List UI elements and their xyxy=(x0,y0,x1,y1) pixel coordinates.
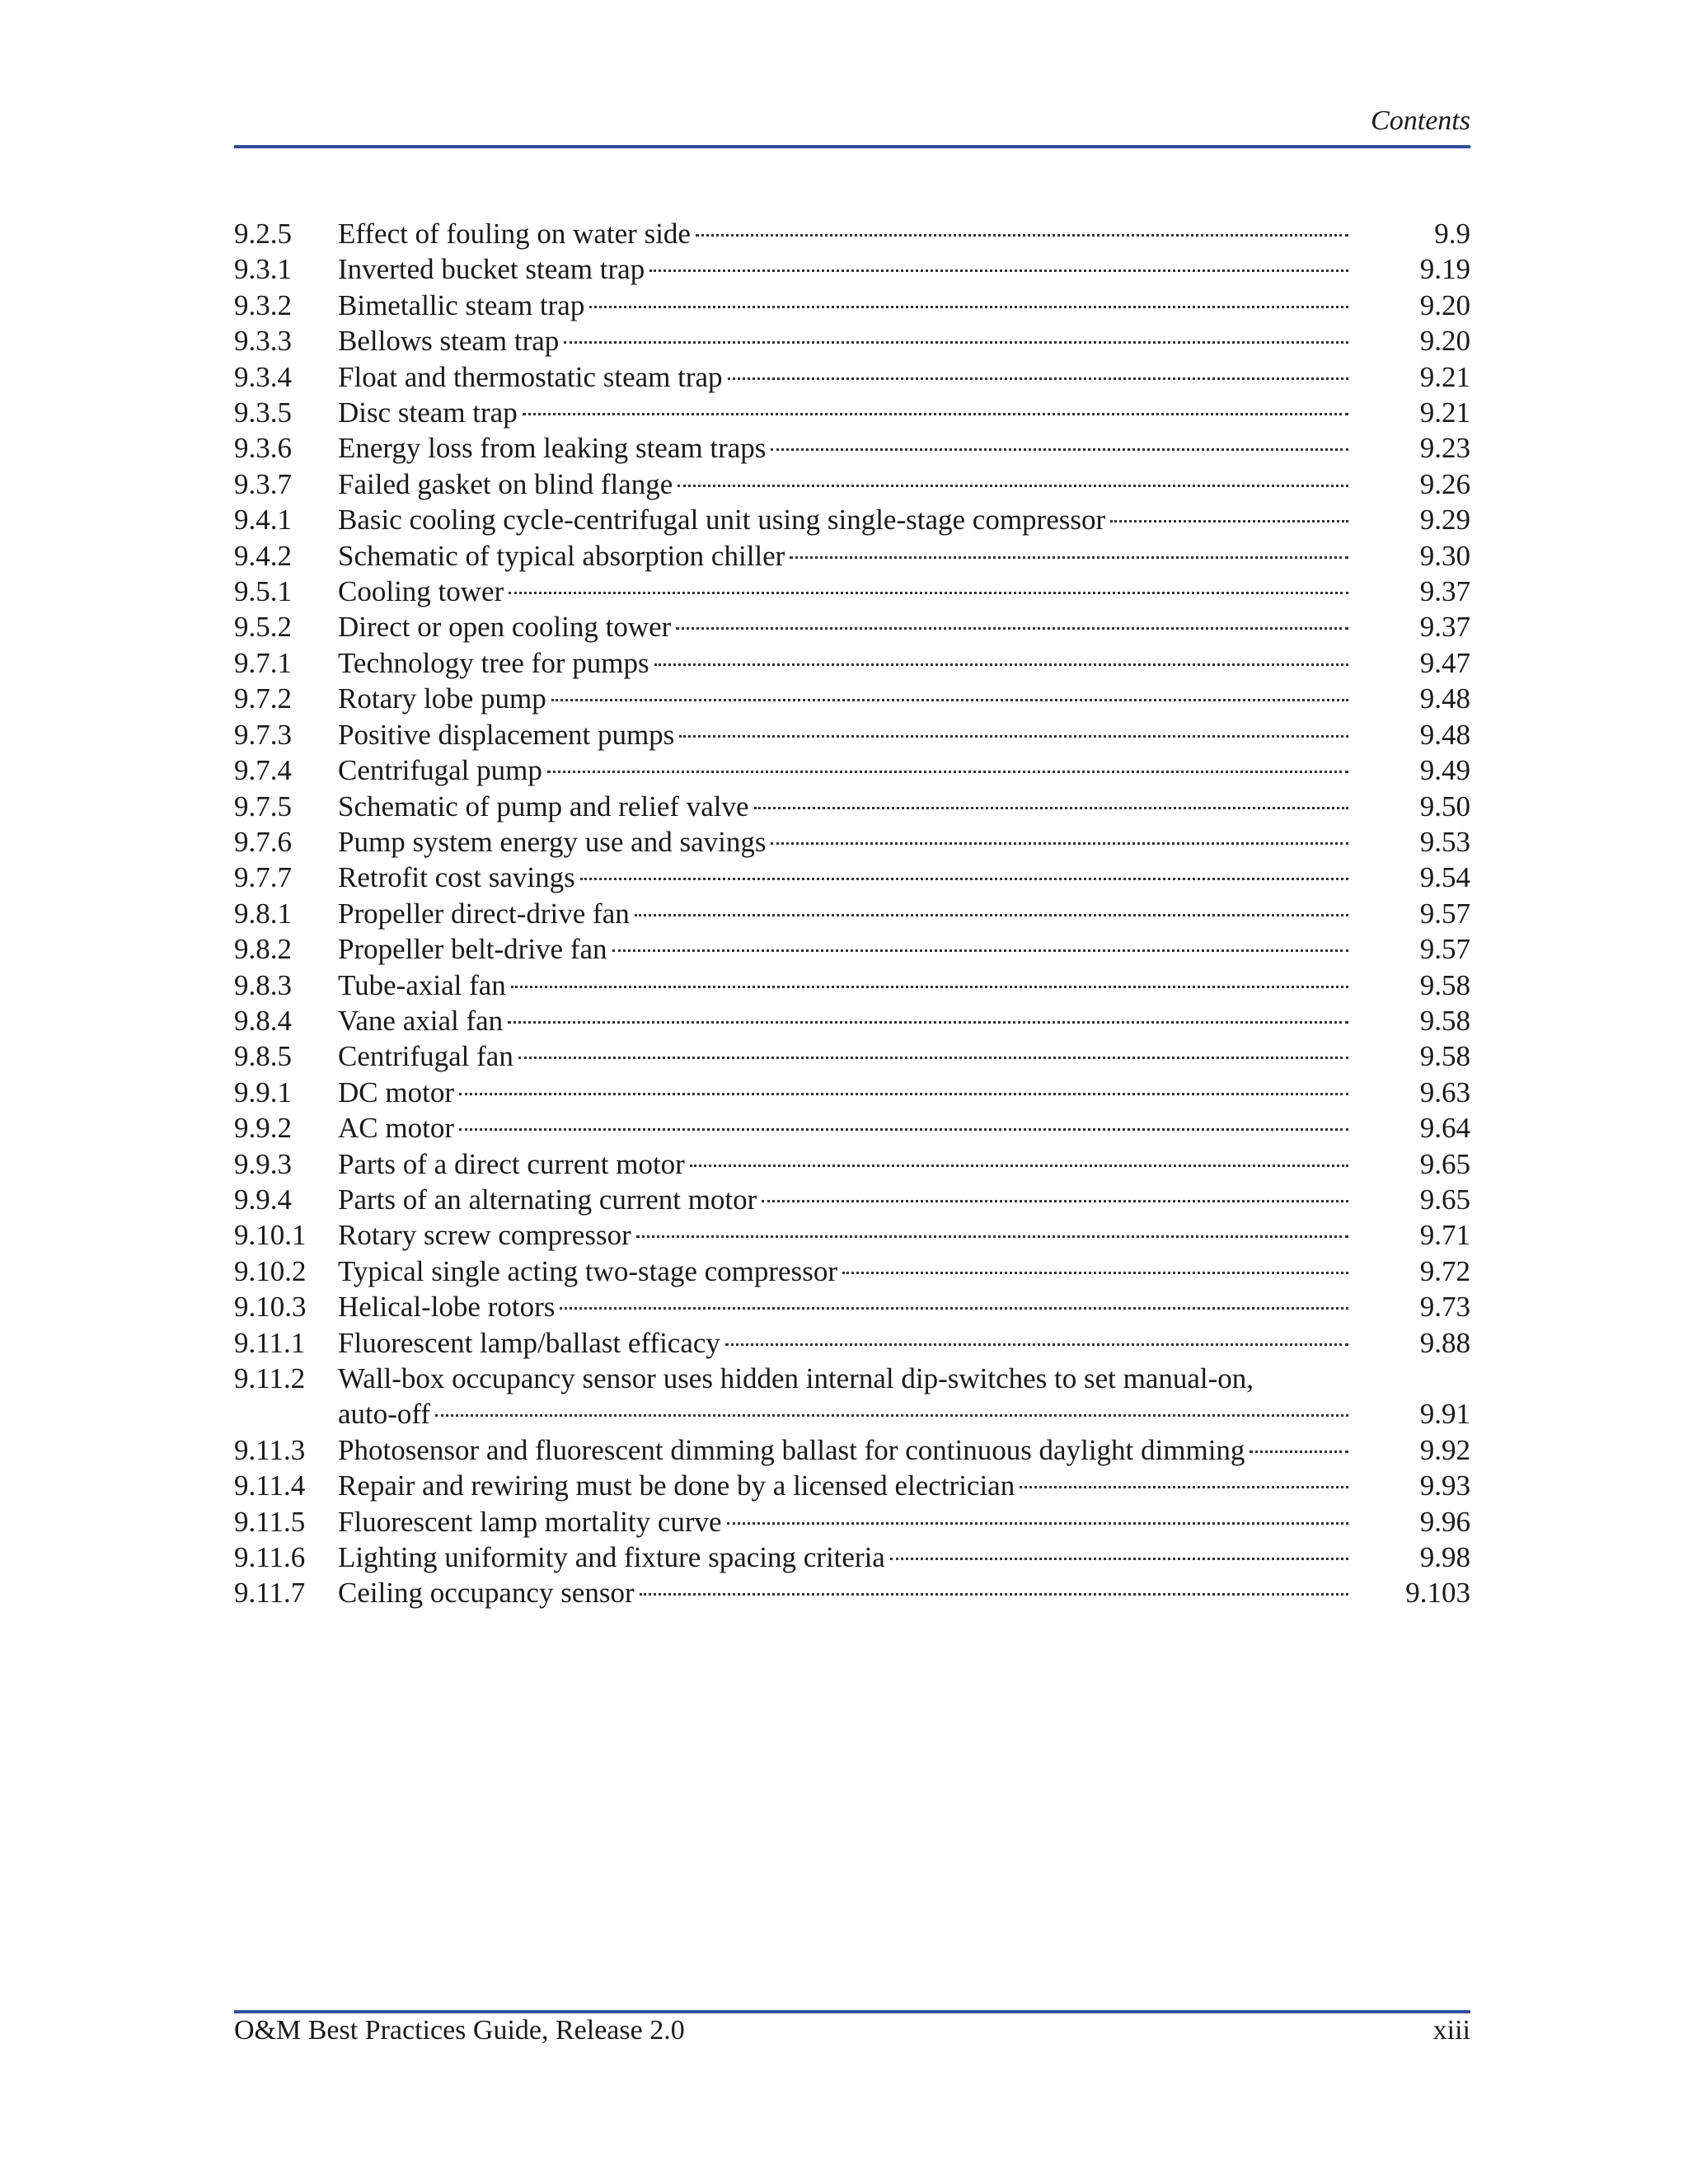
toc-entry-number: 9.7.1 xyxy=(234,646,292,679)
dot-leader xyxy=(654,663,1348,666)
toc-entry-title: Repair and rewiring must be done by a licensed electrician xyxy=(338,1469,1015,1502)
dot-leader xyxy=(649,269,1348,272)
toc-entry-title: Propeller direct-drive fan xyxy=(338,897,630,930)
toc-entry-title: Parts of a direct current motor xyxy=(338,1147,685,1180)
toc-entry-title: Photosensor and fluorescent dimming ballast for continuous daylight dimming xyxy=(338,1433,1245,1466)
toc-entry-title: DC motor xyxy=(338,1076,454,1108)
toc-entry xyxy=(234,1325,1470,1361)
table-of-contents xyxy=(234,216,1470,1611)
toc-entry-page: 9.58 xyxy=(1419,1004,1470,1037)
toc-entry-number: 9.4.1 xyxy=(234,504,292,537)
toc-entry-number: 9.10.1 xyxy=(234,1219,307,1252)
toc-entry xyxy=(234,717,1470,752)
toc-entry-page: 9.88 xyxy=(1419,1326,1470,1359)
toc-entry-number: 9.7.5 xyxy=(234,790,292,823)
toc-entry-page: 9.20 xyxy=(1419,325,1470,358)
toc-entry-number: 9.9.2 xyxy=(234,1112,292,1145)
toc-entry-title: Wall-box occupancy sensor uses hidden internal dip-switches to set manual-on, xyxy=(338,1362,1254,1394)
toc-entry-page: 9.21 xyxy=(1419,396,1470,429)
dot-leader xyxy=(790,556,1348,559)
toc-entry xyxy=(234,1432,1470,1468)
toc-entry-page: 9.26 xyxy=(1419,467,1470,500)
toc-entry-title: Fluorescent lamp/ballast efficacy xyxy=(338,1326,720,1359)
toc-entry xyxy=(234,1182,1470,1217)
toc-entry-number: 9.3.3 xyxy=(234,325,292,358)
toc-entry xyxy=(234,251,1470,287)
toc-entry-page: 9.63 xyxy=(1419,1076,1470,1108)
dot-leader xyxy=(547,771,1348,773)
toc-entry-number: 9.11.6 xyxy=(234,1541,306,1574)
toc-entry xyxy=(234,466,1470,502)
dot-leader xyxy=(636,1235,1348,1238)
dot-leader xyxy=(771,448,1348,451)
toc-entry xyxy=(234,430,1470,466)
dot-leader xyxy=(435,1414,1348,1417)
dot-leader xyxy=(890,1558,1348,1560)
dot-leader xyxy=(728,377,1348,380)
toc-entry xyxy=(234,1075,1470,1110)
toc-entry-title: Vane axial fan xyxy=(338,1004,504,1037)
toc-entry-title: Typical single acting two-stage compressor xyxy=(338,1254,837,1287)
dot-leader xyxy=(1020,1486,1348,1488)
dot-leader xyxy=(842,1272,1348,1274)
toc-entry-title: Bimetallic steam trap xyxy=(338,288,585,321)
toc-entry xyxy=(234,538,1470,574)
toc-entry-number: 9.10.3 xyxy=(234,1291,307,1324)
toc-entry-page: 9.20 xyxy=(1419,288,1470,321)
toc-entry xyxy=(234,681,1470,716)
toc-entry-page: 9.30 xyxy=(1419,539,1470,572)
toc-entry-page: 9.37 xyxy=(1419,611,1470,644)
toc-entry-title: Rotary lobe pump xyxy=(338,682,546,715)
toc-entry xyxy=(234,1146,1470,1182)
toc-entry-page: 9.96 xyxy=(1419,1505,1470,1538)
toc-entry-page: 9.58 xyxy=(1419,1040,1470,1073)
toc-entry-page: 9.98 xyxy=(1419,1541,1470,1574)
dot-leader xyxy=(560,1307,1348,1310)
dot-leader xyxy=(459,1128,1348,1131)
toc-entry-title: Cooling tower xyxy=(338,575,504,608)
toc-entry xyxy=(234,896,1470,931)
toc-entry-number: 9.3.2 xyxy=(234,288,292,321)
toc-entry-page: 9.53 xyxy=(1419,825,1470,858)
toc-entry-title: Positive displacement pumps xyxy=(338,718,675,751)
toc-entry-page: 9.91 xyxy=(1419,1398,1470,1431)
toc-entry xyxy=(234,968,1470,1003)
toc-entry-title: Ceiling occupancy sensor xyxy=(338,1577,635,1610)
dot-leader xyxy=(518,1057,1348,1059)
dot-leader xyxy=(1250,1451,1348,1453)
toc-entry-page: 9.29 xyxy=(1419,504,1470,537)
toc-entry xyxy=(234,1254,1470,1289)
page-number: xiii xyxy=(1432,2015,1470,2046)
toc-entry xyxy=(234,1540,1470,1575)
toc-entry-title: Rotary screw compressor xyxy=(338,1219,631,1252)
toc-entry xyxy=(234,574,1470,609)
toc-entry-title: Bellows steam trap xyxy=(338,325,560,358)
toc-entry-title: Float and thermostatic steam trap xyxy=(338,360,723,393)
toc-entry xyxy=(234,323,1470,359)
toc-entry-number: 9.3.7 xyxy=(234,467,292,500)
toc-entry-page: 9.57 xyxy=(1419,897,1470,930)
page-header xyxy=(234,105,1470,148)
toc-entry xyxy=(234,1575,1470,1610)
toc-entry-title: Technology tree for pumps xyxy=(338,646,649,679)
footer-document-title: O&M Best Practices Guide, Release 2.0 xyxy=(234,2015,685,2046)
toc-entry-title: Tube-axial fan xyxy=(338,968,506,1001)
toc-entry-number: 9.7.7 xyxy=(234,861,292,894)
toc-entry-title: Disc steam trap xyxy=(338,396,518,429)
toc-entry-number: 9.4.2 xyxy=(234,539,292,572)
toc-entry-page: 9.65 xyxy=(1419,1183,1470,1216)
toc-entry-number: 9.8.1 xyxy=(234,897,292,930)
dot-leader xyxy=(564,341,1348,344)
toc-entry xyxy=(234,645,1470,681)
toc-entry-page: 9.92 xyxy=(1419,1433,1470,1466)
toc-entry-number: 9.9.4 xyxy=(234,1183,292,1216)
dot-leader xyxy=(771,842,1348,845)
toc-entry-number: 9.3.1 xyxy=(234,253,292,286)
toc-entry-title: Schematic of typical absorption chiller xyxy=(338,539,785,572)
toc-entry-title: Failed gasket on blind flange xyxy=(338,467,673,500)
toc-entry-page: 9.9 xyxy=(1434,218,1470,250)
toc-entry-title: Direct or open cooling tower xyxy=(338,611,672,644)
toc-entry-number: 9.11.3 xyxy=(234,1433,306,1466)
toc-entry xyxy=(234,609,1470,644)
toc-entry-number: 9.7.3 xyxy=(234,718,292,751)
dot-leader xyxy=(508,1021,1348,1024)
dot-leader xyxy=(580,878,1348,880)
toc-entry-title: Schematic of pump and relief valve xyxy=(338,790,749,823)
toc-entry-title: Retrofit cost savings xyxy=(338,861,575,894)
toc-entry-page: 9.37 xyxy=(1419,575,1470,608)
toc-entry-title: Pump system energy use and savings xyxy=(338,825,767,858)
toc-entry-number: 9.11.2 xyxy=(234,1362,306,1394)
toc-entry-page: 9.65 xyxy=(1419,1147,1470,1180)
dot-leader xyxy=(678,485,1348,487)
toc-entry xyxy=(234,359,1470,395)
dot-leader xyxy=(509,592,1348,594)
dot-leader xyxy=(1110,520,1348,523)
toc-entry-number: 9.3.6 xyxy=(234,432,292,465)
dot-leader xyxy=(459,1093,1348,1095)
toc-entry-page: 9.73 xyxy=(1419,1291,1470,1324)
toc-entry-number: 9.10.2 xyxy=(234,1254,307,1287)
toc-entry-title: AC motor xyxy=(338,1112,454,1145)
toc-entry xyxy=(234,1110,1470,1146)
toc-entry-page: 9.21 xyxy=(1419,360,1470,393)
toc-entry xyxy=(234,1289,1470,1324)
toc-entry-title: Helical-lobe rotors xyxy=(338,1291,556,1324)
toc-entry xyxy=(234,1504,1470,1540)
footer-rule xyxy=(234,2010,1470,2013)
toc-entry xyxy=(234,216,1470,251)
toc-entry-page: 9.57 xyxy=(1419,933,1470,966)
dot-leader xyxy=(725,1343,1348,1346)
dot-leader xyxy=(635,914,1348,916)
toc-entry-page: 9.19 xyxy=(1419,253,1470,286)
toc-entry-number: 9.5.2 xyxy=(234,611,292,644)
toc-entry-number: 9.5.1 xyxy=(234,575,292,608)
dot-leader xyxy=(551,699,1348,701)
toc-entry-page: 9.71 xyxy=(1419,1219,1470,1252)
toc-entry xyxy=(234,824,1470,860)
page-footer xyxy=(234,2015,1470,2056)
toc-entry-page: 9.48 xyxy=(1419,718,1470,751)
toc-entry xyxy=(234,1003,1470,1038)
toc-entry-number: 9.7.6 xyxy=(234,825,292,858)
toc-entry-number: 9.11.5 xyxy=(234,1505,306,1538)
running-header-label: Contents xyxy=(1371,105,1470,136)
toc-entry-page: 9.23 xyxy=(1419,432,1470,465)
toc-entry-number: 9.8.5 xyxy=(234,1040,292,1073)
dot-leader xyxy=(511,986,1348,988)
toc-entry xyxy=(234,860,1470,895)
toc-entry-number: 9.8.3 xyxy=(234,968,292,1001)
toc-entry xyxy=(234,288,1470,323)
toc-entry-title: Energy loss from leaking steam traps xyxy=(338,432,767,465)
toc-entry-page: 9.58 xyxy=(1419,968,1470,1001)
toc-entry-title: Fluorescent lamp mortality curve xyxy=(338,1505,722,1538)
header-rule xyxy=(234,145,1470,148)
toc-entry xyxy=(234,395,1470,430)
toc-entry-number: 9.3.5 xyxy=(234,396,292,429)
dot-leader xyxy=(589,306,1348,308)
toc-entry-title: Centrifugal pump xyxy=(338,754,542,787)
toc-entry-page: 9.50 xyxy=(1419,790,1470,823)
dot-leader xyxy=(762,1200,1348,1202)
toc-entry xyxy=(234,1468,1470,1503)
toc-entry xyxy=(234,1361,1470,1432)
dot-leader xyxy=(690,1165,1348,1167)
toc-entry-page: 9.54 xyxy=(1419,861,1470,894)
dot-leader xyxy=(676,627,1348,630)
toc-entry-number: 9.2.5 xyxy=(234,218,292,250)
toc-entry-number: 9.11.7 xyxy=(234,1577,306,1610)
toc-entry-number: 9.8.2 xyxy=(234,933,292,966)
toc-entry-page: 9.72 xyxy=(1419,1254,1470,1287)
toc-entry-page: 9.93 xyxy=(1419,1469,1470,1502)
dot-leader xyxy=(754,807,1348,809)
toc-entry-title: Basic cooling cycle-centrifugal unit using single-stage compressor xyxy=(338,504,1106,537)
dot-leader xyxy=(696,234,1348,237)
toc-entry-number: 9.8.4 xyxy=(234,1004,292,1037)
dot-leader xyxy=(523,413,1348,415)
toc-entry-number: 9.9.3 xyxy=(234,1147,292,1180)
toc-entry-title: Propeller belt-drive fan xyxy=(338,933,607,966)
dot-leader xyxy=(640,1593,1348,1596)
toc-entry xyxy=(234,1038,1470,1074)
toc-entry xyxy=(234,789,1470,824)
toc-entry-page: 9.47 xyxy=(1419,646,1470,679)
toc-entry-page: 9.103 xyxy=(1405,1577,1470,1610)
toc-entry-number: 9.11.4 xyxy=(234,1469,306,1502)
toc-entry-number: 9.9.1 xyxy=(234,1076,292,1108)
toc-entry xyxy=(234,502,1470,537)
toc-entry-number: 9.11.1 xyxy=(234,1326,306,1359)
toc-entry-page: 9.49 xyxy=(1419,754,1470,787)
toc-entry-title-continued: auto-off xyxy=(338,1398,431,1431)
toc-entry-title: Inverted bucket steam trap xyxy=(338,253,645,286)
toc-entry-title: Centrifugal fan xyxy=(338,1040,513,1073)
toc-entry-page: 9.64 xyxy=(1419,1112,1470,1145)
toc-entry xyxy=(234,1217,1470,1253)
dot-leader xyxy=(612,949,1348,952)
toc-entry xyxy=(234,931,1470,967)
toc-entry-title: Effect of fouling on water side xyxy=(338,218,691,250)
toc-entry-number: 9.7.4 xyxy=(234,754,292,787)
toc-entry-number: 9.3.4 xyxy=(234,360,292,393)
dot-leader xyxy=(727,1522,1348,1525)
toc-entry-page: 9.48 xyxy=(1419,682,1470,715)
toc-entry xyxy=(234,752,1470,788)
toc-entry-title: Lighting uniformity and fixture spacing criteria xyxy=(338,1541,885,1574)
dot-leader xyxy=(679,735,1348,738)
toc-entry-title: Parts of an alternating current motor xyxy=(338,1183,757,1216)
toc-entry-number: 9.7.2 xyxy=(234,682,292,715)
